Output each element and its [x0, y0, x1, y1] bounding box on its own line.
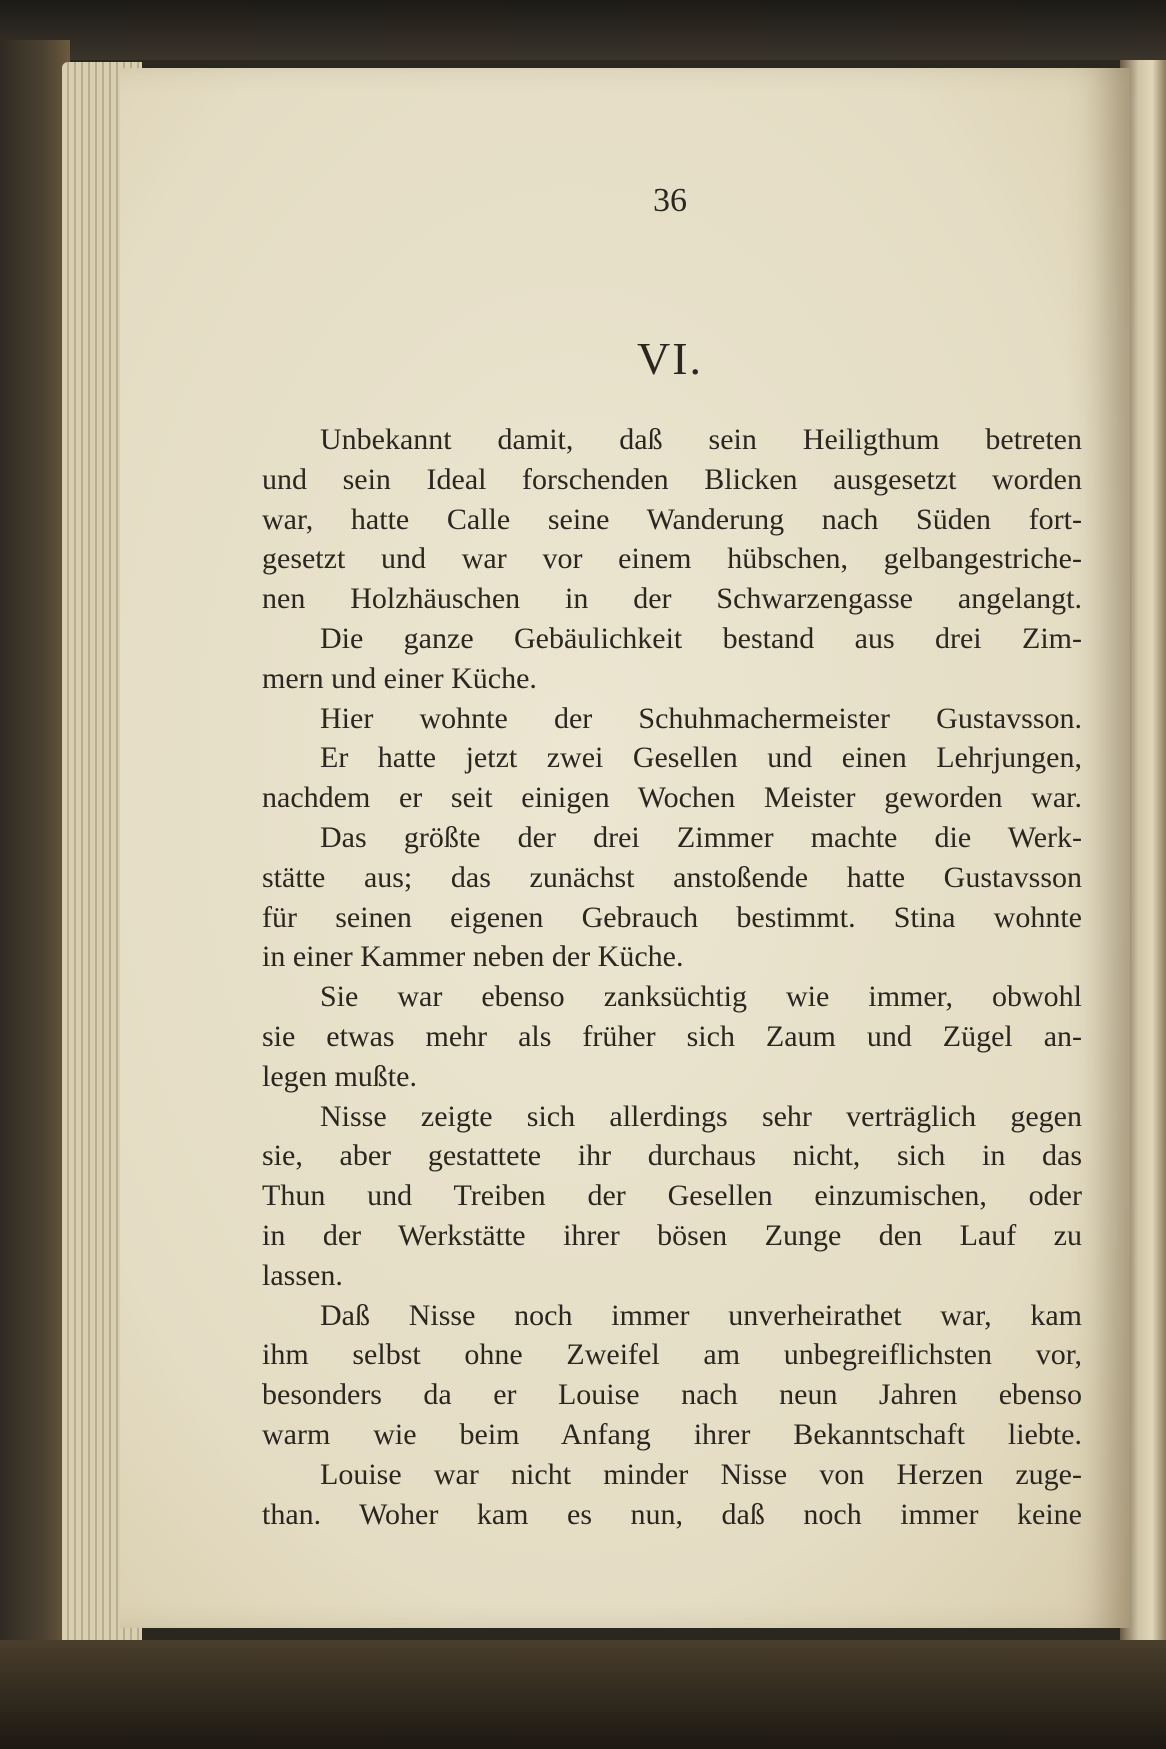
book-cover-left — [0, 40, 70, 1749]
text-line: nachdem er seit einigen Wochen Meister geworden war. — [262, 781, 1082, 815]
text-line: gesetzt und war vor einem hübschen, gelbangestriche- — [262, 542, 1082, 576]
text-line: für seinen eigenen Gebrauch bestimmt. Stina wohnte — [262, 900, 1082, 934]
text-line: in der Werkstätte ihrer bösen Zunge den Lauf zu — [262, 1218, 1082, 1252]
text-line: Die ganze Gebäulichkeit bestand aus drei Zim- — [320, 621, 1082, 655]
text-line: in einer Kammer neben der Küche. — [262, 940, 684, 974]
chapter-heading: VI. — [636, 333, 704, 384]
text-line: sie, aber gestattete ihr durchaus nicht, sich in das — [262, 1139, 1082, 1173]
text-line: stätte aus; das zunächst anstoßende hatte Gustavsson — [262, 860, 1082, 894]
text-line: legen mußte. — [262, 1059, 417, 1093]
text-line: Louise war nicht minder Nisse von Herzen zuge- — [320, 1457, 1082, 1491]
text-line: Unbekannt damit, daß sein Heiligthum betreten — [320, 423, 1082, 456]
text-line: mern und einer Küche. — [262, 661, 537, 695]
text-line: than. Woher kam es nun, daß noch immer keine — [262, 1497, 1082, 1531]
text-line: sie etwas mehr als früher sich Zaum und Zügel an- — [262, 1019, 1082, 1053]
text-line: Hier wohnte der Schuhmachermeister Gustavsson. — [320, 701, 1082, 735]
book-cover-top — [0, 0, 1166, 60]
text-line: Sie war ebenso zanksüchtig wie immer, obwohl — [320, 980, 1082, 1014]
text-line: Das größte der drei Zimmer machte die Werk- — [320, 820, 1082, 854]
text-line: Nisse zeigte sich allerdings sehr verträglich gegen — [320, 1099, 1082, 1133]
text-line: nen Holzhäuschen in der Schwarzengasse angelangt. — [262, 582, 1082, 616]
text-line: Er hatte jetzt zwei Gesellen und einen Lehrjungen, — [320, 741, 1082, 775]
book-cover-bottom — [0, 1640, 1166, 1749]
text-line: besonders da er Louise nach neun Jahren ebenso — [262, 1378, 1082, 1412]
text-line: war, hatte Calle seine Wanderung nach Süden fort- — [262, 502, 1082, 536]
text-line: ihm selbst ohne Zweifel am unbegreiflichsten vor, — [262, 1338, 1082, 1372]
text-line: lassen. — [262, 1258, 343, 1292]
text-line: Thun und Treiben der Gesellen einzumischen, oder — [262, 1179, 1082, 1213]
body-text — [262, 420, 1082, 1534]
text-line: warm wie beim Anfang ihrer Bekanntschaft liebte. — [262, 1417, 1082, 1451]
text-line: und sein Ideal forschenden Blicken ausgesetzt worden — [262, 462, 1082, 496]
text-line: Daß Nisse noch immer unverheirathet war, kam — [320, 1298, 1082, 1332]
page-number: 36 — [653, 182, 687, 219]
